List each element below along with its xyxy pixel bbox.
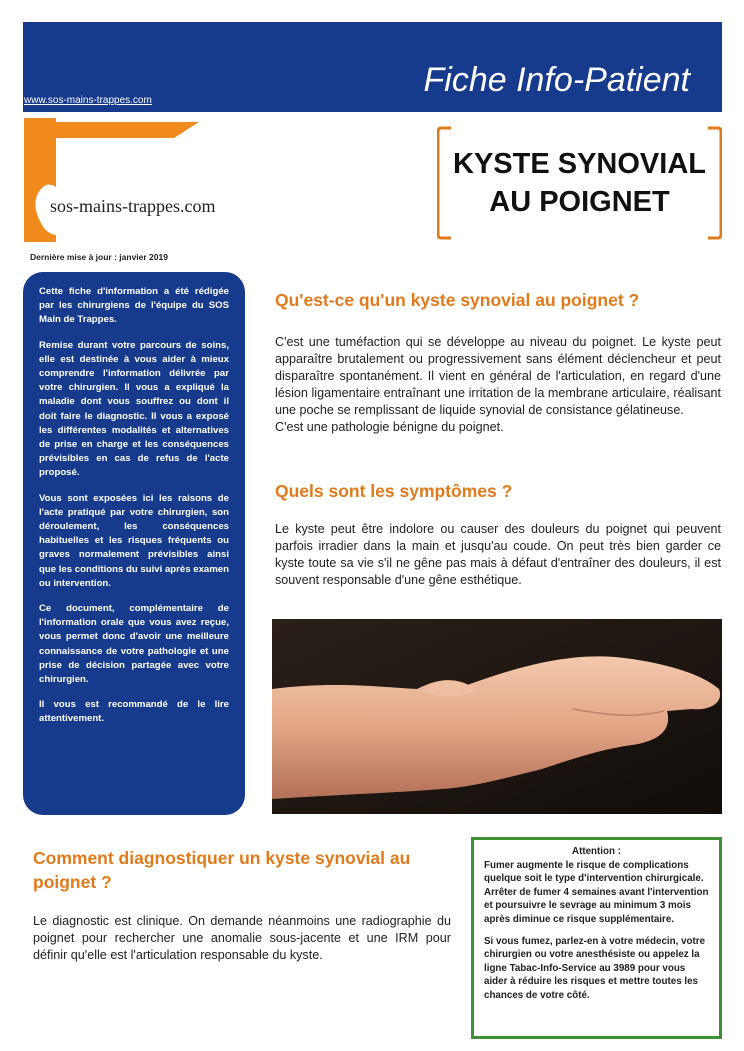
wrist-cyst-photo — [272, 619, 722, 814]
title-line-2: AU POIGNET — [489, 186, 670, 218]
sidebar-paragraph: Vous sont exposées ici les raisons de l'acte pratiqué par votre chirurgien, son déroulement, les conséquences habituelles et les risques fréquents ou graves normalement prévisibles ainsi que les conditions du suivi après examen ou intervention. — [39, 492, 229, 589]
section-text-what — [275, 334, 721, 436]
attention-paragraph: Fumer augmente le risque de complications quelque soit le type d'intervention chirurgicale. Arrêter de fumer 4 semaines avant l'intervention et poursuivre le sevrage au minimum 3 mois après diminue ce risque supplémentaire. — [484, 859, 709, 925]
section-heading-symptoms: Quels sont les symptômes ? — [275, 481, 513, 501]
section-text-symptoms — [275, 521, 721, 589]
title-line-1: KYSTE SYNOVIAL — [453, 148, 706, 180]
website-link[interactable]: www.sos-mains-trappes.com — [24, 95, 152, 106]
section-text-diagnosis — [33, 913, 451, 964]
section-heading-diagnosis: Comment diagnostiquer un kyste synovial au poignet ? — [33, 848, 411, 892]
page-title: Fiche Info-Patient — [423, 61, 690, 99]
sidebar-paragraph: Remise durant votre parcours de soins, elle est destinée à vous aider à mieux comprendre l'information délivrée par votre chirurgien. Il vous a expliqué la maladie dont vous souffrez ou dont il doit faire le diagnostic. Il vous a exposé les différentes modalités et alternatives de prise en charge et les conséquences prévisibles en cas de refus de l'acte proposé. — [39, 339, 229, 479]
last-update: Dernière mise à jour : janvier 2019 — [30, 252, 168, 262]
logo-text: sos-mains-trappes.com — [50, 196, 216, 216]
attention-title: Attention : — [572, 846, 621, 857]
hand-logo-icon — [24, 118, 254, 242]
section-paragraph: C'est une pathologie bénigne du poignet. — [275, 420, 504, 434]
section-paragraph: Le diagnostic est clinique. On demande néanmoins une radiographie du poignet pour rechercher une anomalie sous-jacente et une IRM pour définir qu'elle est l'articulation responsable du kyste. — [33, 914, 451, 962]
sidebar-paragraph: Il vous est recommandé de le lire attentivement. — [39, 699, 229, 725]
section-paragraph: Le kyste peut être indolore ou causer des douleurs du poignet qui peuvent parfois irradier dans la main et jusqu'au coude. On peut très bien garder ce kyste toute sa vie s'il ne gêne pas mais à défaut d'entraîner des douleurs, il est souvent responsable d'une gêne esthétique. — [275, 522, 721, 587]
section-paragraph: C'est une tuméfaction qui se développe au niveau du poignet. Le kyste peut apparaître brutalement ou progressivement sans élément déclencheur et peut disparaître spontanément. Il vient en général de l'articulation, en regard d'une lésion ligamentaire entraînant une irritation de la membrane articulaire, réalisant une poche se remplissant de liquide synovial de consistance gélatineuse. — [275, 335, 721, 417]
attention-box — [471, 837, 722, 1039]
attention-paragraph: Si vous fumez, parlez-en à votre médecin, votre chirurgien ou votre anesthésiste ou appelez la ligne Tabac-Info-Service au 3989 pour vous aider à réduire les risques et mettre toutes les chances de votre côté. — [484, 935, 706, 1001]
header-banner — [23, 22, 722, 112]
section-heading-what: Qu'est-ce qu'un kyste synovial au poignet ? — [275, 290, 640, 310]
info-sidebar — [23, 272, 245, 815]
sidebar-paragraph: Ce document, complémentaire de l'information orale que vous avez reçue, vous permet donc d'avoir une meilleure connaissance de votre pathologie et une prise de décision partagée avec votre chirurgien. — [39, 603, 229, 686]
sidebar-paragraph: Cette fiche d'information a été rédigée par les chirurgiens de l'équipe du SOS Main de Trappes. — [39, 286, 229, 326]
document-title — [437, 145, 722, 221]
